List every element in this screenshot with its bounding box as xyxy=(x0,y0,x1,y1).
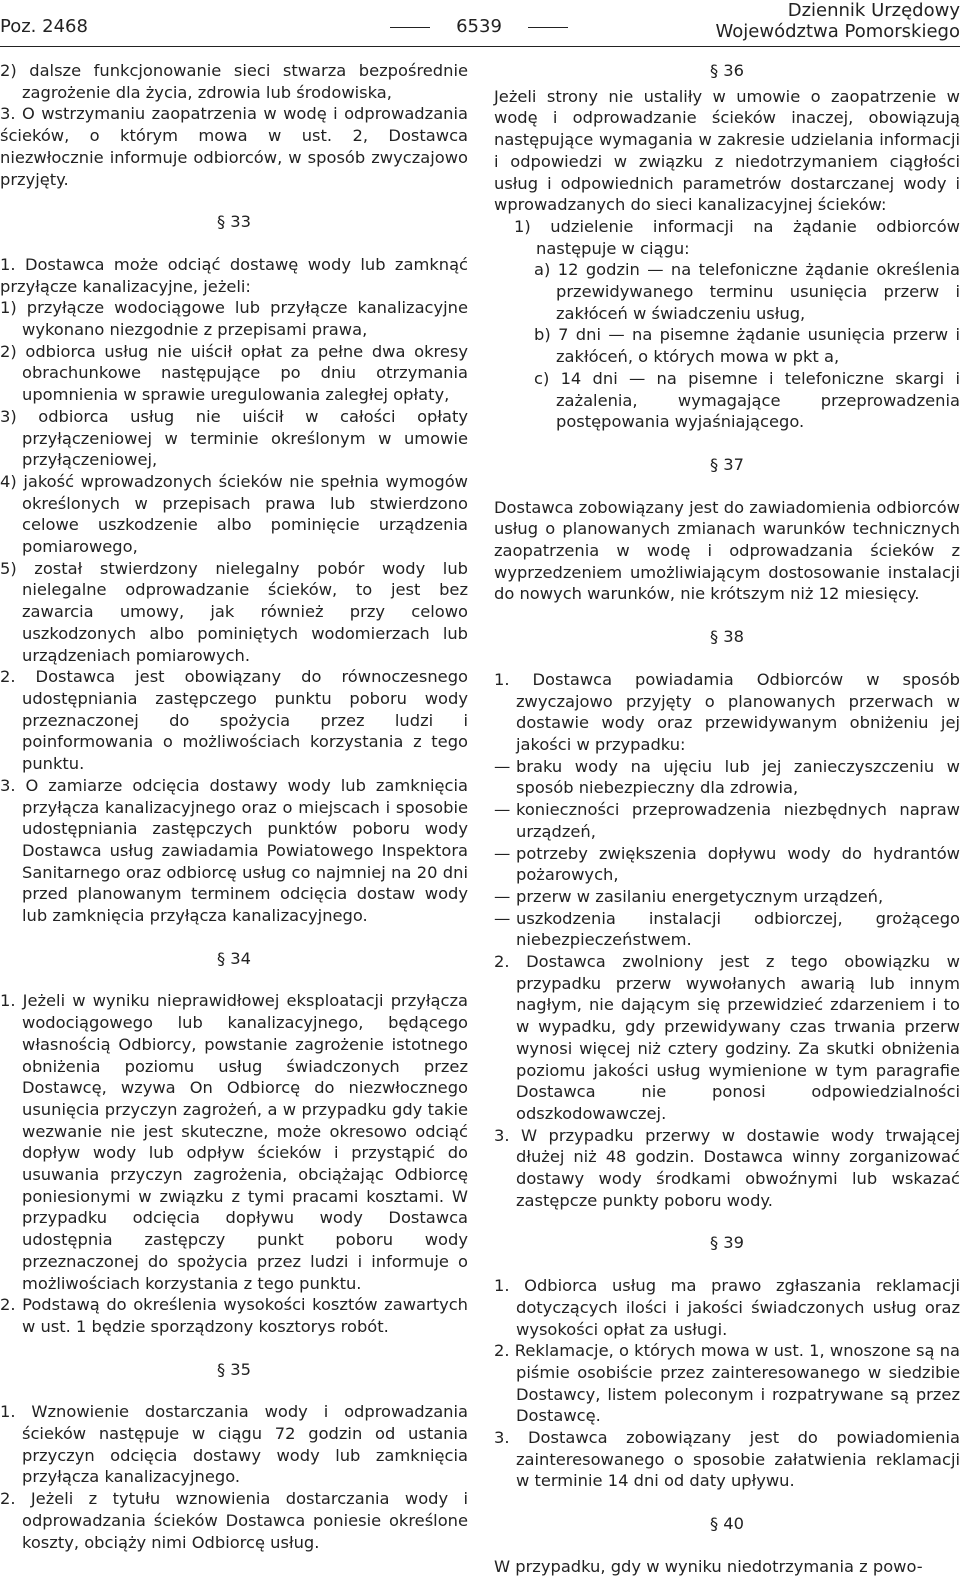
list-item: 4) jakość wprowadzonych ścieków nie spełnia wymogów określonych w przepisach prawa lub stwierdzono celowe uszkodzenie albo pominięcie urządzenia pomiarowego, xyxy=(0,471,468,557)
paragraph: 3. W przypadku przerwy w dostawie wody trwającej dłużej niż 48 godzin. Dostawca winny zorganizować dostawy wody środkami obwoźnymi lub wskazać zastępcze punkty poboru wody. xyxy=(494,1125,960,1210)
paragraph: Jeżeli strony nie ustaliły w umowie o zaopatrzenie w wodę i odprowadzanie ścieków inaczej, obowiązują następujące wymagania w zakresie udzielania informacji i odpowiedzi w związku z niedotrzymaniem ciągłości usług i odpowiednich parametrów dostarczanej wody i wprowadzanych do sieci kanalizacyjnej ścieków: xyxy=(494,86,960,215)
header-rule xyxy=(0,46,960,47)
paragraph: 2) dalsze funkcjonowanie sieci stwarza bezpośrednie zagrożenie dla życia, zdrowia lub środowiska, xyxy=(0,61,468,102)
paragraph: 1. Odbiorca usług ma prawo zgłaszania reklamacji dotyczących ilości i jakości świadczonych usług oraz wysokości opłat za usługi. xyxy=(494,1276,960,1339)
paragraph: 1. Wznowienie dostarczania wody i odprowadzania ścieków następuje w ciągu 72 godzin od ustania przyczyn odcięcia dostawy wody lub zamknięcia przyłącza kanalizacyjnego. xyxy=(0,1402,468,1487)
section-heading: § 38 xyxy=(709,627,745,647)
list-item: b) 7 dni — na pisemne żądanie usunięcia przerw i zakłóceń, o których mowa w pkt a, xyxy=(534,325,960,367)
page-header xyxy=(0,0,960,44)
paragraph: 2. Podstawą do określenia wysokości kosztów zawartych w ust. 1 będzie sporządzony kosztorys robót. xyxy=(0,1295,468,1336)
list-item: 1) przyłącze wodociągowe lub przyłącze kanalizacyjne wykonano niezgodnie z przepisami prawa, xyxy=(0,298,468,340)
paragraph: 3. O zamiarze odcięcia dostawy wody lub zamknięcia przyłącza kanalizacyjnego oraz o miejscach i sposobie udostępniania zastępczych punktów poboru wody Dostawca usług zawiadamia Powiatowego Inspektora Sanitarnego oraz odbiorcę usług co najmniej na 20 dni przed planowanym terminem odcięcia dostaw wody lub zamknięcia przyłącza kanalizacyjnego. xyxy=(0,775,468,926)
section-heading: § 33 xyxy=(216,212,252,232)
list-item: 5) został stwierdzony nielegalny pobór wody lub nielegalne odprowadzanie ścieków, to jest bez zawarcia umowy, jak również przy celowo uszkodzonych albo pominiętych wodomierzach lub urządzeniach pomiarowych. xyxy=(0,558,468,665)
section-heading: § 36 xyxy=(709,61,745,80)
paragraph: 1. Dostawca może odciąć dostawę wody lub zamknąć przyłącze kanalizacyjne, jeżeli: xyxy=(0,254,468,296)
list-item: c) 14 dni — na pisemne i telefoniczne skargi i zażalenia, wymagające przeprowadzenia postępowania wyjaśniającego. xyxy=(534,368,960,432)
journal-title-line2: Województwa Pomorskiego xyxy=(715,21,960,42)
journal-title-line1: Dziennik Urzędowy xyxy=(787,0,960,21)
paragraph: 1. Dostawca powiadamia Odbiorców w sposób zwyczajowo przyjęty o planowanych przerwach w dostawie wody oraz przewidywanym obniżeniu jej jakości w przypadku: xyxy=(494,669,960,754)
section-heading: § 39 xyxy=(709,1233,745,1253)
position-number: Poz. 2468 xyxy=(0,16,88,37)
paragraph: 1. Jeżeli w wyniku nieprawidłowej eksploatacji przyłącza wodociągowego lub kanalizacyjnego, będącego własnością Odbiorcy, powstanie zagrożenie istotnego obniżenia poziomu usług świadczonych przez Dostawcę, wzywa On Odbiorcę do niezwłocznego usunięcia przyczyn zagrożeń, a w przypadku gdy takie wezwanie nie jest skuteczne, może okresowo odciąć dopływ wody lub odpływ ścieków i przystąpić do usuwania przyczyn zagrożenia, obciążając Odbiorcę poniesionymi w związku z tymi pracami kosztami. W przypadku odcięcia dopływu wody Dostawca udostępnia zastępczy punkt poboru wody przeznaczonej do spożycia przez ludzi i informuje o możliwościach korzystania z tego punktu. xyxy=(0,991,468,1293)
page-number: 6539 xyxy=(404,16,554,38)
section-heading: § 40 xyxy=(709,1514,745,1534)
list-item: a) 12 godzin — na telefoniczne żądanie określenia przewidywanego terminu usunięcia przerw i zakłóceń w świadczeniu usług, xyxy=(534,260,960,323)
paragraph: 3. Dostawca zobowiązany jest do powiadomienia zainteresowanego o sposobie załatwienia reklamacji w terminie 14 dni od daty upływu. xyxy=(494,1428,960,1491)
dash-list-item: — uszkodzenia instalacji odbiorczej, grożącego niebezpieczeństwem. xyxy=(494,908,960,951)
dash-list-item: — potrzeby zwiększenia dopływu wody do hydrantów pożarowych, xyxy=(494,843,960,886)
dash-list-item: — przerw w zasilaniu energetycznym urządzeń, xyxy=(494,886,960,908)
journal-title xyxy=(716,0,960,42)
list-item: 1) udzielenie informacji na żądanie odbiorców następuje w ciągu: xyxy=(514,216,960,258)
right-column xyxy=(494,60,960,1578)
dash-list-item: — braku wody na ujęciu lub jej zanieczyszczeniu w sposób niebezpieczny dla zdrowia, xyxy=(494,756,960,799)
paragraph: Dostawca zobowiązany jest do zawiadomienia odbiorców usług o planowanych zmianach warunków technicznych zaopatrzenia w wodę i odprowadzania ścieków z wyprzedzeniem umożliwiającym dostosowanie instalacji do nowych warunków, nie krótszym niż 12 miesięcy. xyxy=(494,497,960,604)
paragraph: 3. O wstrzymaniu zaopatrzenia w wodę i odprowadzania ścieków, o którym mowa w ust. 2, Dostawca niezwłocznie informuje odbiorców, w sposób zwyczajowo przyjęty. xyxy=(0,104,468,189)
paragraph: W przypadku, gdy w wyniku niedotrzymania z powo- xyxy=(494,1556,923,1576)
section-heading: § 37 xyxy=(709,454,745,474)
list-item: 2) odbiorca usług nie uiścił opłat za pełne dwa okresy obrachunkowe następujące po dniu otrzymania upomnienia w sprawie uregulowania zaległej opłaty, xyxy=(0,341,468,405)
paragraph: 2. Dostawca jest obowiązany do równoczesnego udostępniania zastępczego punktu poboru wody przeznaczonej do spożycia przez ludzi i poinformowania o możliwościach korzystania z tego punktu. xyxy=(0,667,468,774)
dash-list-item: — konieczności przeprowadzenia niezbędnych napraw urządzeń, xyxy=(494,799,960,842)
paragraph: 2. Dostawca zwolniony jest z tego obowiązku w przypadku przerw wywołanych awarią lub innym nagłym, nie dającym się przewidzieć zdarzeniem i to w wypadku, gdy przewidywany czas trwania przerw wynosi więcej niż cztery godziny. Za skutki obniżenia poziomu jakości usług wymienione w tym paragrafie Dostawca nie ponosi odpowiedzialności odszkodowawczej. xyxy=(494,952,960,1123)
list-item: 3) odbiorca usług nie uiścił w całości opłaty przyłączeniowej w terminie określonym w umowie przyłączeniowej, xyxy=(0,406,468,470)
paragraph: 2. Reklamacje, o których mowa w ust. 1, wnoszone są na piśmie osobiście przez zainteresowanego w siedzibie Dostawcy, listem poleconym i rozpatrywane są przez Dostawcę. xyxy=(494,1341,960,1426)
section-heading: § 34 xyxy=(216,948,252,968)
left-column xyxy=(0,60,468,1553)
paragraph: 2. Jeżeli z tytułu wznowienia dostarczania wody i odprowadzania ścieków Dostawca poniesie określone koszty, obciąży nimi Odbiorcę usług. xyxy=(0,1489,468,1552)
section-heading: § 35 xyxy=(216,1359,252,1379)
